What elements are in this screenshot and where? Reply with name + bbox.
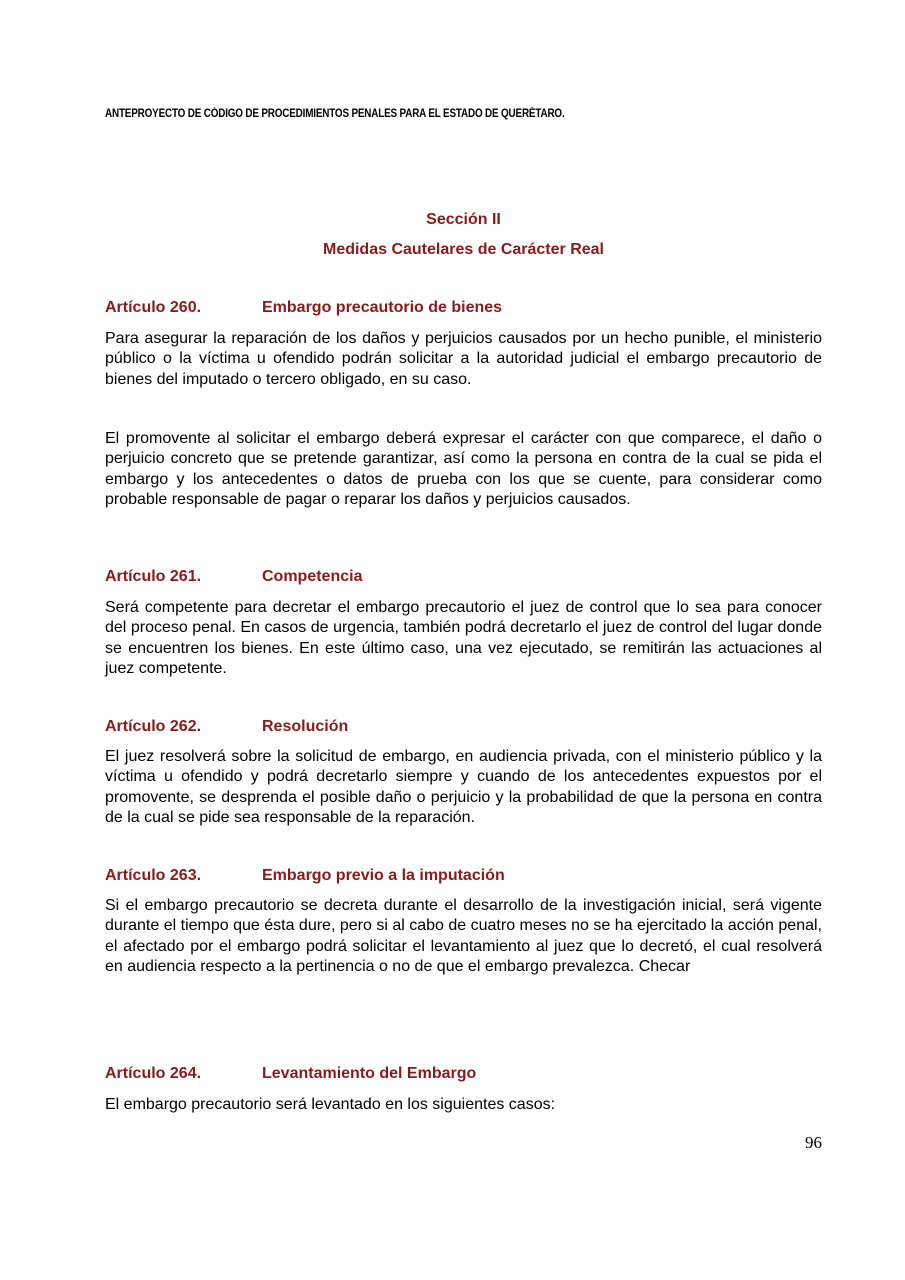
article-number: Artículo 260.: [105, 299, 202, 316]
article-261-paragraph-1: Será competente para decretar el embargo precautorio el juez de control que lo sea para conocer del proceso penal. En casos de urgencia, también podrá decretarlo el juez de control del lugar donde se encuentren los bienes. En este último caso, una vez ejecutado, se remitirán las actuaciones al juez competente.: [105, 599, 822, 678]
article-title: Resolución: [262, 718, 349, 735]
article-264-paragraph-1: El embargo precautorio será levantado en los siguientes casos:: [105, 1096, 556, 1113]
section-number: Sección II: [426, 211, 501, 228]
article-title: Embargo precautorio de bienes: [262, 299, 503, 316]
article-260-heading: [105, 299, 502, 317]
article-number: Artículo 261.: [105, 568, 202, 585]
article-title: Embargo previo a la imputación: [262, 867, 505, 884]
article-263-heading: [105, 867, 505, 885]
article-title: Levantamiento del Embargo: [262, 1065, 477, 1082]
article-title: Competencia: [262, 568, 363, 585]
article-number: Artículo 262.: [105, 718, 202, 735]
article-263-paragraph-1: Si el embargo precautorio se decreta durante el desarrollo de la investigación inicial, será vigente durante el tiempo que ésta dure, pero si al cabo de cuatro meses no se ha ejercitado la acción penal, el afectado por el embargo podrá solicitar el levantamiento al juez que lo decretó, el cual resolverá en audiencia respecto a la pertinencia o no de que el embargo prevalezca. Checar: [105, 897, 822, 976]
section-title: Medidas Cautelares de Carácter Real: [322, 241, 604, 258]
article-264-heading: [105, 1065, 476, 1083]
page-number: 96: [805, 1133, 822, 1152]
article-262-heading: [105, 718, 348, 736]
article-260-paragraph-2: El promovente al solicitar el embargo deberá expresar el carácter con que comparece, el daño o perjuicio concreto que se pretende garantizar, así como la persona en contra de la cual se pida el embargo y los antecedentes o datos de prueba con los que se cuente, para considerar como probable responsable de pagar o reparar los daños y perjuicios causados.: [105, 430, 822, 509]
article-260-paragraph-1: Para asegurar la reparación de los daños y perjuicios causados por un hecho punible, el ministerio público o la víctima u ofendido podrán solicitar a la autoridad judicial el embargo precautorio de bienes del imputado o tercero obligado, en su caso.: [105, 330, 822, 388]
article-261-heading: [105, 568, 362, 586]
article-number: Artículo 263.: [105, 867, 202, 884]
article-number: Artículo 264.: [105, 1065, 202, 1082]
document-header: ANTEPROYECTO DE CÓDIGO DE PROCEDIMIENTOS PENALES PARA EL ESTADO DE QUERÉTARO.: [105, 108, 565, 120]
article-262-paragraph-1: El juez resolverá sobre la solicitud de embargo, en audiencia privada, con el ministerio público y la víctima u ofendido y podrá decretarlo siempre y cuando de los antecedentes expuestos por el promovente, se desprenda el posible daño o perjuicio y la probabilidad de que la persona en contra de la cual se pide sea responsable de la reparación.: [105, 748, 822, 827]
